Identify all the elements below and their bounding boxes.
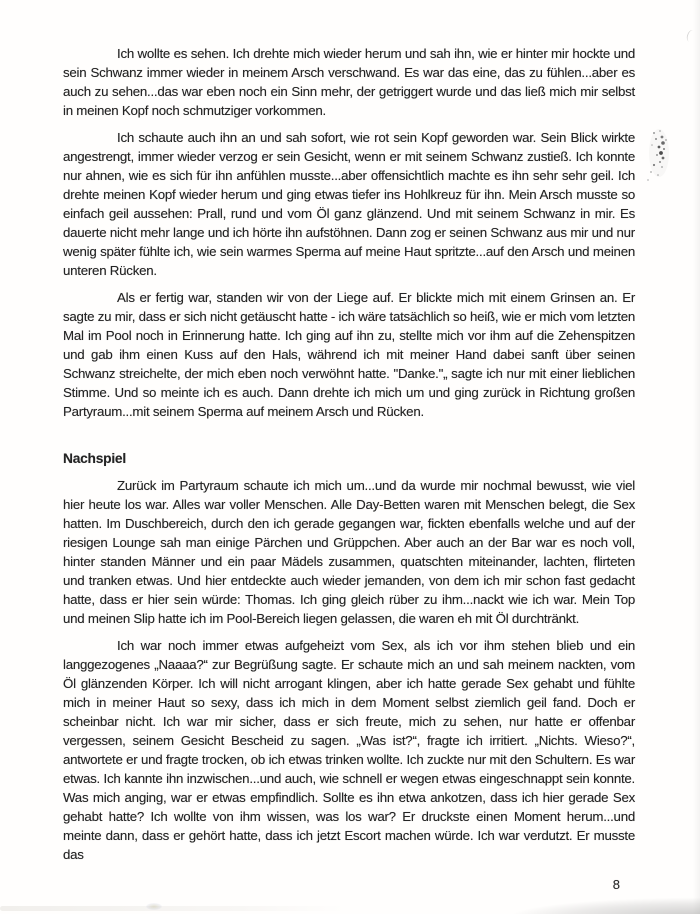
text-block <box>63 44 635 872</box>
ink-smudge-artifact <box>640 125 676 187</box>
section-heading: Nachspiel <box>63 451 126 466</box>
page-number: 8 <box>612 877 620 892</box>
paragraph-5: Ich war noch immer etwas aufgeheizt vom Sex, als ich vor ihm stehen blieb und ein langgezogenes „Naaaa?“ zur Begrüßung sagte. Er schaute mich an und sah meinem nackten, vom Öl glänzenden Körper. Ich will nicht arrogant klingen, aber ich hatte gerade Sex gehabt und fühlte mich in meiner Haut so sexy, dass ich mich in dem Moment selbst ziemlich geil fand. Doch er scheinbar nicht. Ich war mir sicher, dass er sich freute, mich zu sehen, nur hatte er offenbar vergessen, seinem Gesicht Bescheid zu sagen. „Was ist?“, fragte ich irritiert. „Nichts. Wieso?“, antwortete er und fragte trocken, ob ich etwas trinken wollte. Ich zuckte nur mit den Schultern. Es war etwas. Ich kannte ihn inzwischen...und auch, wie schnell er wegen etwas eingeschnappt sein konnte. Was mich anging, war er etwas empfindlich. Sollte es ihn etwa ankotzen, dass ich hier gerade Sex gehabt hatte? Ich wollte von ihm wissen, was los war? Er druckste einen Moment herum...und meinte dann, dass er gehört hatte, dass ich jetzt Escort machen würde. Ich war verdutzt. Er musste das <box>63 638 635 862</box>
paragraph-4: Zurück im Partyraum schaute ich mich um...und da wurde mir nochmal bewusst, wie viel hier heute los war. Alles war voller Menschen. Alle Day-Betten waren mit Menschen belegt, die Sex hatten. Im Duschbereich, durch den ich gerade gegangen war, fickten ebenfalls welche und auf der riesigen Lounge sah man einige Pärchen und Grüppchen. Aber auch an der Bar war es noch voll, hinter standen Männer und ein paar Mädels zusammen, quatschten miteinander, lachten, flirteten und tranken etwas. Und hier entdeckte auch wieder jemanden, von dem ich mir schon fast gedacht hatte, dass er hier sein würde: Thomas. Ich ging gleich rüber zu ihm...nackt wie ich war. Mein Top und meinen Slip hatte ich im Pool-Bereich liegen gelassen, die waren eh mit Öl durchtränkt. <box>63 478 635 626</box>
scan-streak-bottom-left <box>0 906 345 911</box>
scan-speck-artifact <box>146 903 162 910</box>
scan-shadow-bottom-right <box>500 896 700 914</box>
paragraph-3: Als er fertig war, standen wir von der Liege auf. Er blickte mich mit einem Grinsen an. Er sagte zu mir, dass er sich nicht getäuscht hatte - ich wäre tatsächlich so heiß, wie er mich vom letzten Mal im Pool noch in Erinnerung hatte. Ich ging auf ihn zu, stellte mich vor ihm auf die Zehenspitzen und gab ihm einen Kuss auf den Hals, während ich mit meiner Hand dabei sanft über seinen Schwanz streichelte, der mich eben noch verwöhnt hatte. "Danke."„ sagte ich nur mit einer lieblichen Stimme. Und so meinte ich es auch. Dann drehte ich mich um und ging zurück in Richtung großen Partyraum...mit seinem Sperma auf meinem Arsch und Rücken. <box>63 290 635 419</box>
scan-shadow-right-edge <box>693 0 700 914</box>
paragraph-1: Ich wollte es sehen. Ich drehte mich wieder herum und sah ihn, wie er hinter mir hockte und sein Schwanz immer wieder in meinem Arsch verschwand. Es war das eine, das zu fühlen...aber es auch zu sehen...das war eben noch ein Sinn mehr, der getriggert wurde und das ließ mich mir selbst in meinen Kopf noch schmutziger vorkommen. <box>63 46 635 118</box>
paragraph-2: Ich schaute auch ihn an und sah sofort, wie rot sein Kopf geworden war. Sein Blick wirkte angestrengt, immer wieder verzog er sein Gesicht, wenn er mit seinem Schwanz zustieß. Ich konnte nur ahnen, wie es sich für ihn anfühlen musste...aber offensichtlich machte es ihn sehr sehr geil. Ich drehte meinen Kopf wieder herum und ging etwas tiefer ins Hohlkreuz für ihn. Mein Arsch musste so einfach geil aussehen: Prall, rund und vom Öl ganz glänzend. Und mit seinem Schwanz in mir. Es dauerte nicht mehr lange und ich hörte ihn aufstöhnen. Dann zog er seinen Schwanz aus mir und nur wenig später fühlte ich, wie sein warmes Sperma auf meine Haut spritzte...auf den Arsch und meinen unteren Rücken. <box>63 130 635 278</box>
